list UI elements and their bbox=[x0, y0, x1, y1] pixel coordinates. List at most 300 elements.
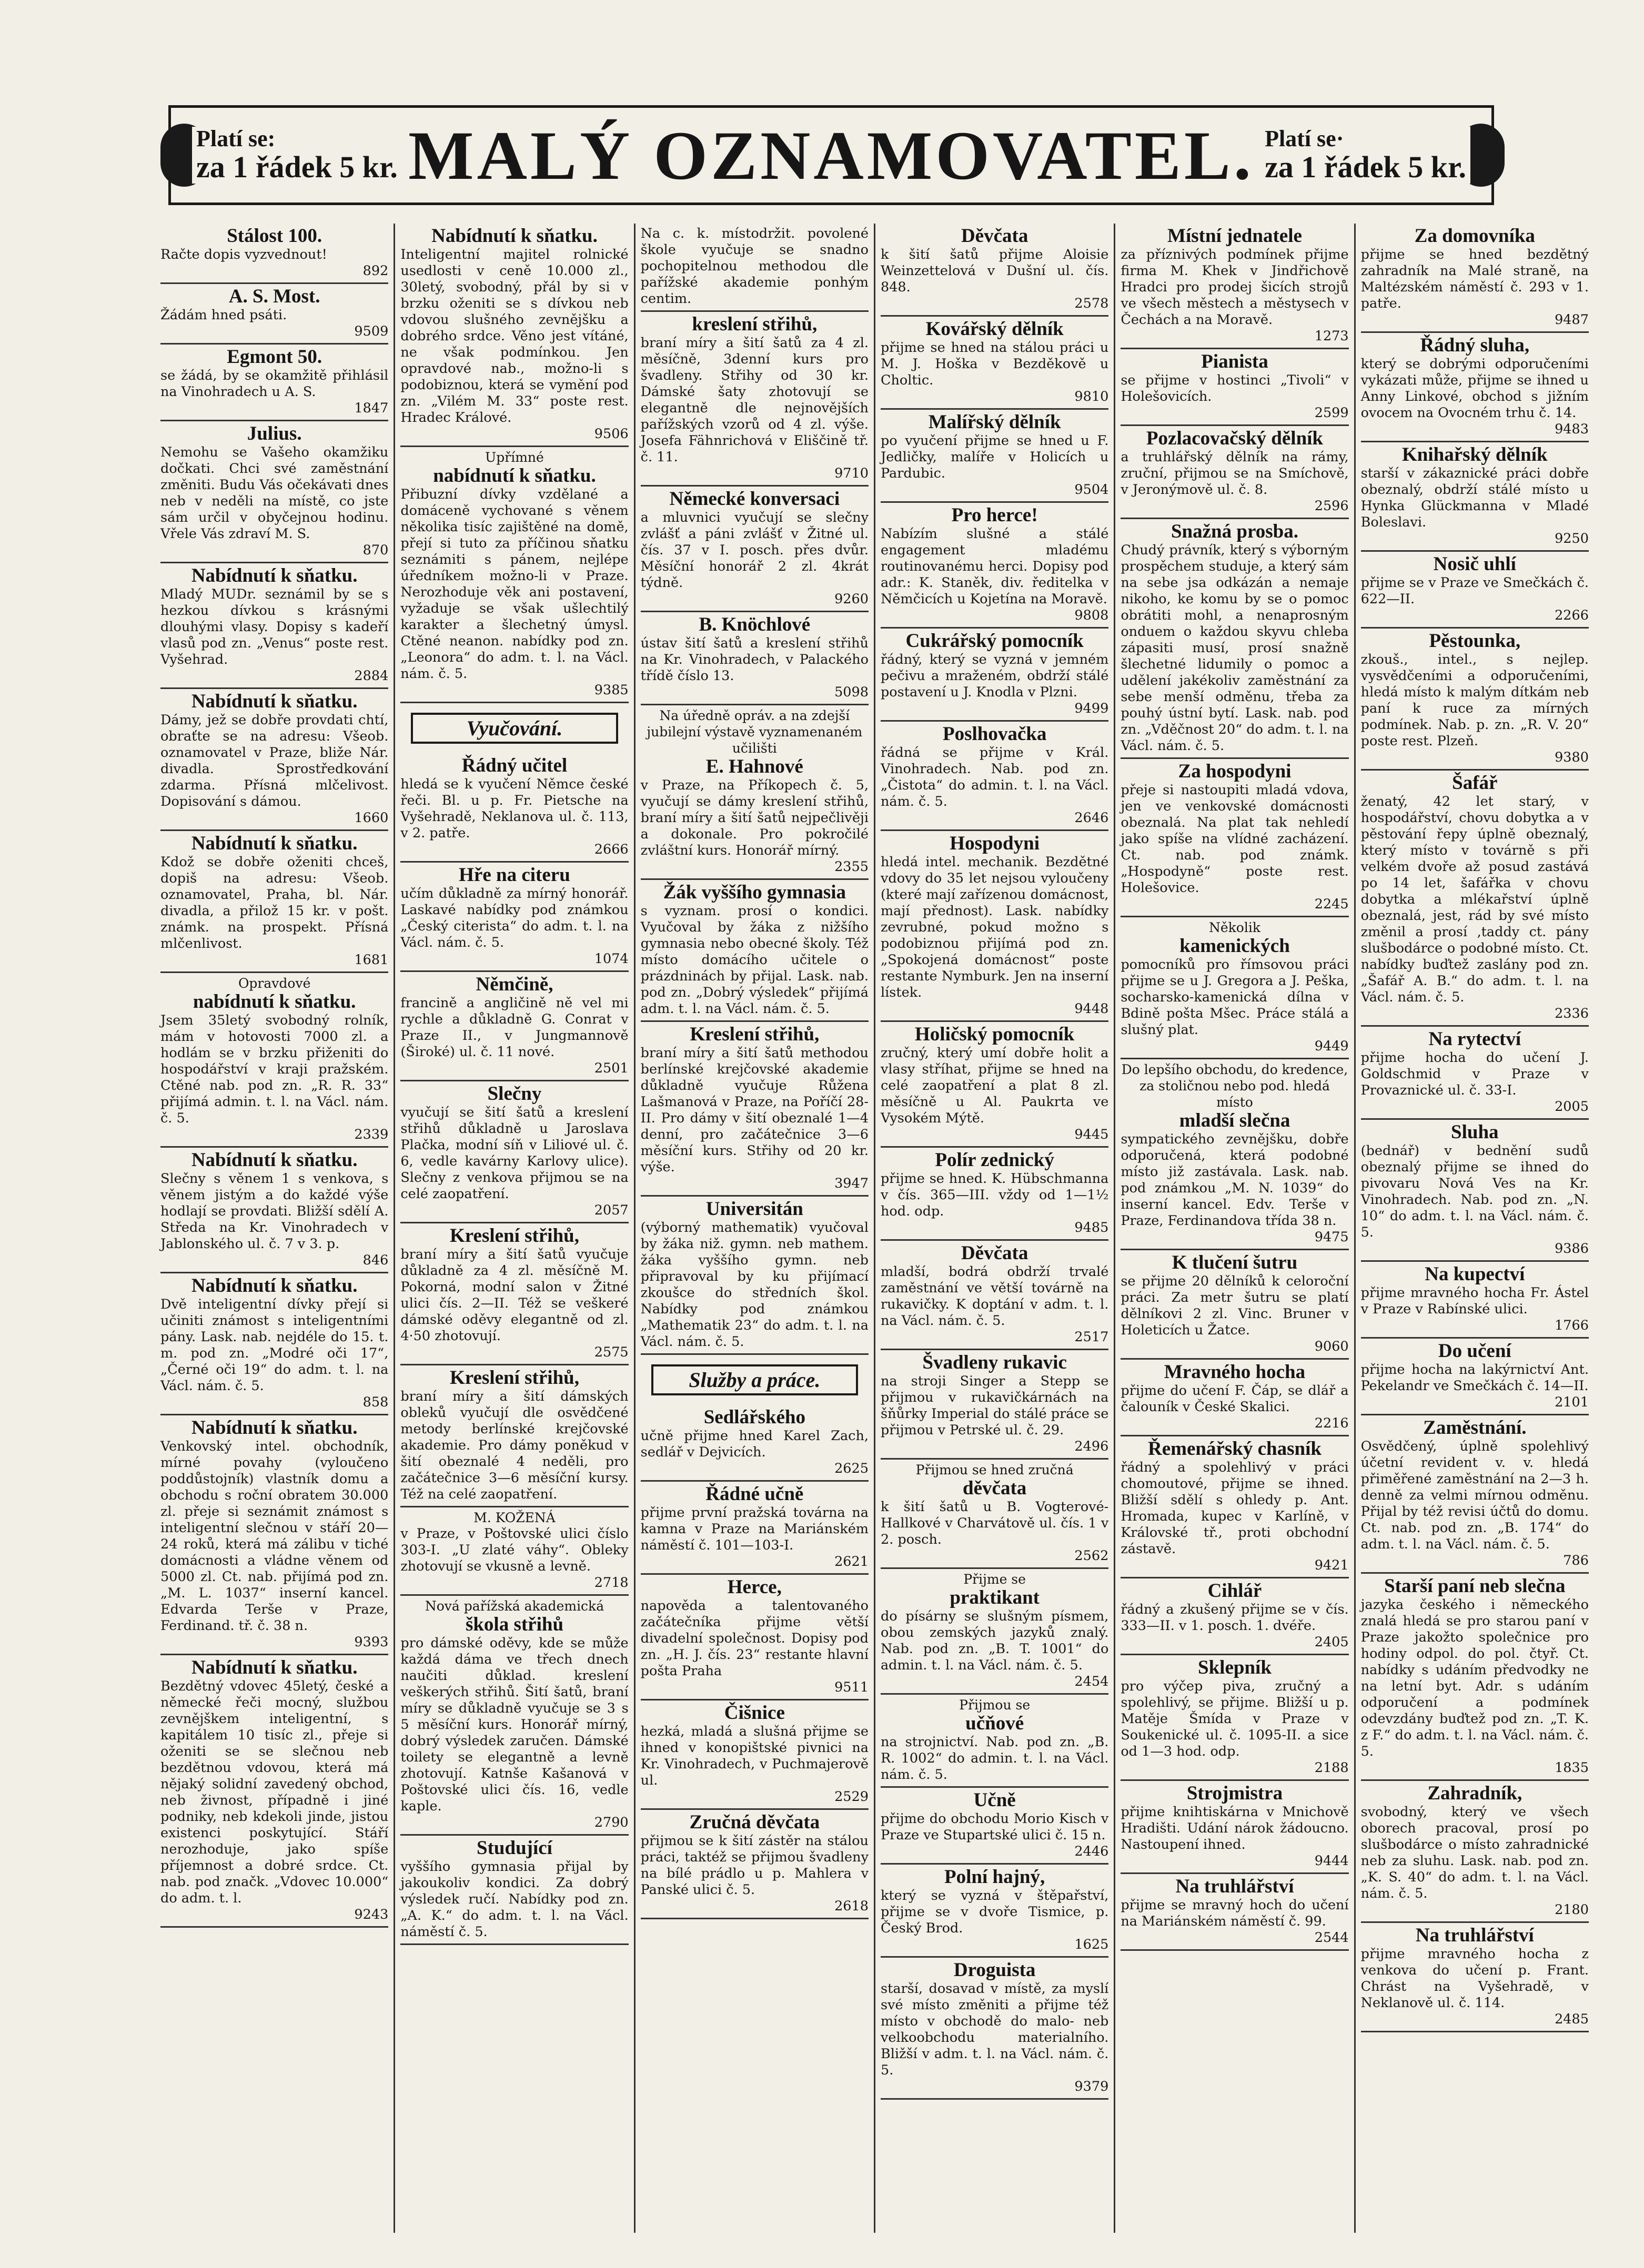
classified-ad bbox=[1121, 1874, 1348, 1951]
ad-text: pro dámské oděvy, kde se může každá dáma ve třech dnech naučiti důklad. kreslení veškerých střihů. Šití šatů, braní míry se důkladně vyučuje se 3 s 5 měsíční kurs. Honorář mírný, dobrý výsledek zaručen. Dámské toilety se elegantně a levně zhotovují. Katnše Kašanová v Poštovské ulici čís. 16, vedle kaple. bbox=[400, 1635, 629, 1814]
ad-number: 2718 bbox=[594, 1575, 629, 1591]
classified-ad bbox=[400, 1507, 628, 1596]
ad-number: 9710 bbox=[834, 465, 869, 481]
classified-ad bbox=[1121, 1781, 1348, 1874]
ad-number: 9485 bbox=[1074, 1220, 1109, 1236]
classified-ad bbox=[1121, 349, 1348, 426]
ad-number: 9385 bbox=[594, 682, 629, 698]
ad-text: přijme se hned. K. Hübschmanna v čís. 365—III. vždy od 1—1½ hod. odp. bbox=[880, 1171, 1109, 1219]
classified-ad bbox=[1361, 333, 1589, 442]
ad-number: 2405 bbox=[1314, 1634, 1349, 1650]
ad-number: 870 bbox=[362, 542, 389, 558]
classified-ad bbox=[881, 1958, 1108, 2100]
ad-number: 2578 bbox=[1074, 296, 1109, 311]
ad-text: přijme se mravný hoch do učení na Mariánském náměstí č. 99. bbox=[1121, 1897, 1349, 1929]
ad-intro: Upřímné bbox=[485, 450, 544, 465]
classified-ad bbox=[1361, 1781, 1589, 1923]
ad-headline: děvčata bbox=[963, 1477, 1027, 1499]
ad-number: 1835 bbox=[1555, 1760, 1589, 1776]
classified-ad bbox=[1121, 759, 1348, 917]
classified-ad bbox=[881, 1350, 1108, 1460]
ad-headline: Za hospodyni bbox=[1178, 761, 1292, 782]
classified-ad bbox=[881, 1148, 1108, 1241]
ad-text: v Praze, v Poštovské ulici číslo 303-I. „U zlaté váhy“. Obleky zhotovují se vkusně a levně. bbox=[400, 1526, 629, 1574]
ad-number: 1625 bbox=[1074, 1937, 1109, 1952]
ad-headline: Na rytectví bbox=[1428, 1028, 1521, 1050]
ad-headline: Cihlář bbox=[1207, 1580, 1262, 1602]
ad-number: 2355 bbox=[834, 859, 869, 875]
classified-ad bbox=[160, 1415, 388, 1655]
ad-intro: Opravdové bbox=[238, 976, 311, 991]
ad-headline: Na kupectví bbox=[1425, 1263, 1525, 1285]
classified-ad bbox=[1361, 1339, 1589, 1415]
classified-ad bbox=[400, 1365, 628, 1507]
ad-columns bbox=[155, 224, 1594, 2233]
ad-text: na strojnictví. Nab. pod zn. „B. R. 1002“ do admin. t. l. na Václ. nám. č. 5. bbox=[880, 1734, 1109, 1783]
classified-ad bbox=[1361, 629, 1589, 771]
ad-number: 9810 bbox=[1074, 389, 1109, 404]
ad-number: 9499 bbox=[1074, 701, 1109, 716]
ad-headline: Učně bbox=[973, 1789, 1016, 1811]
ad-headline: K tlučení šutru bbox=[1172, 1252, 1298, 1273]
column-6 bbox=[1356, 224, 1594, 2233]
classified-ad bbox=[400, 224, 628, 447]
ad-number: 2544 bbox=[1314, 1930, 1349, 1946]
ad-number: 2599 bbox=[1314, 405, 1349, 421]
classified-ad bbox=[1121, 519, 1348, 759]
ad-number: 9260 bbox=[834, 591, 869, 607]
ad-text: hezká, mladá a slušná přijme se ihned v konopištské pivnici na Kr. Vinohradech, v Puchmajerově ul. bbox=[640, 1724, 869, 1788]
ad-text: přijme do učení F. Čáp, se dlář a čalouník v České Skalici. bbox=[1121, 1383, 1349, 1415]
classified-ad bbox=[160, 345, 388, 421]
ad-headline: Nabídnutí k sňatku. bbox=[191, 1417, 358, 1439]
ad-headline: Sklepník bbox=[1198, 1657, 1272, 1678]
ad-number: 892 bbox=[362, 263, 389, 279]
ad-text: který se dobrými odporučeními vykázati může, přijme se ihned u Anny Linkové, obchod s jižním ovocem na Ovocném trhu č. 14. bbox=[1360, 356, 1589, 421]
ad-text: ženatý, 42 let starý, v hospodářství, chovu dobytka a v pěstování řepy úplně obeznalý, který místo v továrně s při velkém dvoře až posud zastává po 14 let, šafářka v chovu dobytka a mlékařství úplně obeznalá, jest, rád by své místo změnil a prosí ,taddy ct. pány slušbodárce o podobné místo. Ct. nabídky buďtež zaslány pod zn. „Šafář A. B.“ do adm. t. l. na Václ. nám. č. 5. bbox=[1360, 794, 1589, 1005]
ad-number: 9487 bbox=[1555, 312, 1589, 328]
ad-headline: Strojmistra bbox=[1186, 1783, 1283, 1804]
ad-headline: Starší paní neb slečna bbox=[1384, 1575, 1566, 1597]
ad-text: starší, dosavad v místě, za myslí své místo změniti a přijme též místo v obchodě do malo- neb velkoobchodu materialního. Bližší v adm. t. l. na Václ. nám. č. 5. bbox=[880, 1981, 1109, 2078]
column-5 bbox=[1115, 224, 1355, 2233]
ad-text: Jsem 35letý svobodný rolník, mám v hotovosti 7000 zl. a hodlám se v brzku přiženiti do hospodářství v kraji pražském. Ctěné nab. pod zn. „R. R. 33“ přijímá admin. t. l. na Václ. nám. č. 5. bbox=[160, 1012, 389, 1126]
classified-ad bbox=[641, 1810, 869, 1919]
classified-ad bbox=[881, 1695, 1108, 1788]
ad-headline: Kreslení střihů, bbox=[690, 1024, 820, 1045]
ad-number: 1847 bbox=[354, 400, 389, 416]
ad-number: 2336 bbox=[1555, 1006, 1589, 1021]
ad-text: Venkovský intel. obchodník, mírné povahy (vyloučeno poddůstojník) vlastník domu a obchodu s roční obratem 30.000 zl. přeje si seznámit známost s inteligentní slečnou v stáří 20—24 roků, která má zálibu v tiché domácnosti a vládne věnem od 5000 zl. Ct. nab. přijímá pod zn. „M. L. 1037“ inserní kancel. Edvarda Terše v Praze, Ferdinand. tř. č. 38 n. bbox=[160, 1439, 389, 1634]
classified-ad bbox=[160, 284, 388, 345]
ad-headline: Řádné učně bbox=[705, 1483, 804, 1505]
masthead bbox=[168, 105, 1494, 205]
ad-number: 2005 bbox=[1555, 1099, 1589, 1115]
ad-text: přijme se hned na stálou práci u M. J. Hoška v Bezděkově u Choltic. bbox=[880, 340, 1109, 388]
ad-number: 2485 bbox=[1555, 2011, 1589, 2027]
classified-ad bbox=[641, 1482, 869, 1575]
ad-headline: Mravného hocha bbox=[1164, 1361, 1306, 1383]
ad-number: 9504 bbox=[1074, 482, 1109, 498]
classified-ad bbox=[1121, 1059, 1348, 1250]
ad-number: 2575 bbox=[594, 1344, 629, 1360]
ad-text: Na c. k. místodržit. povolené škole vyučuje se snadno pochopitelnou methodou dle pařížské akademie ponhým centim. bbox=[640, 226, 869, 307]
ad-text: zručný, který umí dobře holit a vlasy stříhat, přijme se hned na celé zaopatření a plat 8 zl. měsíčně u Al. Paukrta ve Vysokém Mýtě. bbox=[880, 1045, 1109, 1126]
ad-text: braní míry a šití šatů methodou berlínské krejčovské akademie důkladně vyučuje Růžena Lašmanová v Praze, na Poříčí 28-II. Pro dámy v šití obeznalé 1—4 denní, pro začátečnice 3—6 měsíční kurs. Střihy od 20 kr. výše. bbox=[640, 1045, 869, 1175]
classified-ad bbox=[881, 629, 1108, 722]
ad-number: 2496 bbox=[1074, 1439, 1109, 1454]
classified-ad bbox=[881, 503, 1108, 629]
ad-text: Dámy, jež se dobře provdati chtí, obraťte se na adresu: Všeob. oznamovatel v Praze, bliže Nár. divadla. Sprostředkování zdarma. Přísná mlčelivost. Dopisování s dámou. bbox=[160, 712, 389, 809]
ad-number: 9445 bbox=[1074, 1127, 1109, 1142]
ad-number: 1074 bbox=[594, 951, 629, 967]
ad-number: 9379 bbox=[1074, 2079, 1109, 2094]
ad-number: 2454 bbox=[1074, 1674, 1109, 1689]
ad-number: 846 bbox=[362, 1252, 389, 1268]
classified-ad bbox=[160, 973, 388, 1148]
ad-text: zkouš., intel., s nejlep. vysvědčeními a odporučeními, hledá místo k malým dítkám neb paní k ruce za mírných podmínek. Nab. p. zn. „R. V. 20“ poste rest. Plzeň. bbox=[1360, 652, 1589, 749]
ad-text: jazyka českého i německého znalá hledá se pro starou paní v Praze jakožto společnice pro hodiny odpol. do pol. čtyř. Ct. nabídky s udáním předvodky ne na letní byt. Adr. s udáním odporučení a podmínek odevzdány buďtež pod zn. „T. K. z F.“ do adm. t. l. na Václ. nám. č. 5. bbox=[1360, 1597, 1589, 1759]
ad-number: 2790 bbox=[594, 1815, 629, 1830]
classified-ad bbox=[160, 831, 388, 973]
ad-headline: Poslhovačka bbox=[942, 723, 1047, 745]
ad-headline: Žák vyššího gymnasia bbox=[663, 882, 846, 903]
ad-headline: učňové bbox=[965, 1713, 1024, 1734]
ad-number: 9386 bbox=[1555, 1241, 1589, 1257]
ad-number: 1766 bbox=[1555, 1318, 1589, 1333]
ad-headline: Do učení bbox=[1438, 1340, 1511, 1362]
ad-text: se přijme 20 dělníků k celoroční práci. Za metr šutru se platí dělníkovi 2 zl. Vinc. Bruner v Holeticích u Žatce. bbox=[1121, 1273, 1349, 1338]
classified-ad bbox=[1121, 1436, 1348, 1578]
ad-text: mladší, bodrá obdrží trvalé zaměstnání ve větší továrně na rukavičky. K doptání v adm. t. l. na Václ. nám. č. 5. bbox=[880, 1264, 1109, 1329]
ad-headline: Pianista bbox=[1201, 351, 1268, 372]
ad-number: 2057 bbox=[594, 1202, 629, 1218]
ad-headline: Děvčata bbox=[961, 1242, 1028, 1264]
ad-text: Inteligentní majitel rolnické usedlosti v ceně 10.000 zl., 30letý, svobodný, přál by si v brzku oženiti se s dívkou neb vdovou slušného zevnějšku a dobrého srdce. Věno jest vítáné, ne však podmínkou. Jen opravdové nab., možno-li s podobiznou, která se vymění pod zn. „Vilém M. 33“ poste rest. Hradec Králové. bbox=[400, 247, 629, 426]
ad-text: hledá se k vyučení Němce české řeči. Bl. u p. Fr. Pietsche na Vyšehradě, Neklanova ul. č. 113, v 2. patře. bbox=[400, 776, 629, 841]
ad-headline: Pěstounka, bbox=[1429, 630, 1521, 652]
ad-number: 9506 bbox=[594, 426, 629, 442]
classified-ad bbox=[400, 863, 628, 972]
ad-number: 9509 bbox=[354, 323, 389, 339]
classified-ad bbox=[881, 1022, 1108, 1148]
ad-intro: M. KOŽENÁ bbox=[473, 1510, 556, 1525]
ad-headline: Nabídnutí k sňatku. bbox=[191, 1149, 358, 1171]
ad-headline: Kovářský dělník bbox=[925, 318, 1064, 340]
classified-ad bbox=[400, 1596, 628, 1836]
classified-ad bbox=[881, 831, 1108, 1022]
ad-text: sympatického zevnějšku, dobře odporučená, která podobné místo již zastávala. Lask. nab. pod známkou „M. N. 1039“ do inserní kancel. Edv. Terše v Praze, Ferdinandova třída 38 n. bbox=[1121, 1131, 1349, 1229]
ad-text: přijme hocha na lakýrnictví Ant. Pekelandr ve Smečkách č. 14—II. bbox=[1360, 1362, 1589, 1394]
ad-number: 2446 bbox=[1074, 1844, 1109, 1859]
ad-text: řádná se přijme v Král. Vinohradech. Nab. pod zn. „Čistota“ do admin. t. l. na Václ. nám. č. 5. bbox=[880, 745, 1109, 809]
ad-headline: Řemenářský chasník bbox=[1148, 1438, 1322, 1460]
classified-ad bbox=[881, 722, 1108, 831]
ad-number: 2529 bbox=[834, 1789, 869, 1805]
ad-number: 2621 bbox=[834, 1554, 869, 1570]
ad-headline: Řádný učitel bbox=[461, 755, 568, 776]
ad-number: 5098 bbox=[834, 684, 869, 700]
ad-number: 3947 bbox=[834, 1176, 869, 1191]
classified-ad bbox=[881, 1865, 1108, 1958]
classified-ad bbox=[1361, 1262, 1589, 1339]
ad-headline: kamenických bbox=[1179, 935, 1290, 957]
ad-headline: Na truhlářství bbox=[1415, 1925, 1534, 1946]
ad-text: Chudý právník, který s výborným prospěchem studuje, a který sám na sebe jsa odkázán a nemaje nikoho, ke komu by se o pomoc obrátiti mohl, a nenaprosným onduem o každou skyvu chleba zápasiti musí, prosí snažně šlechetné lidumily o pomoc a udělení jakékoliv zaměstnání za sebe menší odměnu, třeba za pouhý ústní bytí. Lask. nab. pod zn. „Vděčnost 20“ do adm. t. l. na Václ. nám. č. 5. bbox=[1121, 542, 1349, 754]
ad-headline: Slečny bbox=[487, 1083, 542, 1105]
column-1 bbox=[155, 224, 395, 2233]
ad-text: (bednář) v bednění sudů obeznalý přijme se ihned do pivovaru Nová Ves na Kr. Vinohradech. Nab. pod zn. „N. 10“ do adm. t. l. na Václ. nám. č. 5. bbox=[1360, 1143, 1589, 1240]
ad-number: 2188 bbox=[1314, 1760, 1349, 1776]
ad-text: Nemohu se Vašeho okamžiku dočkati. Chci své zaměstnání změniti. Budu Vás očekávati dnes neb v neděli na místě, co jste sám určil v obyčejnou hodinu. Vřele Vás zdraví M. S. bbox=[160, 444, 389, 542]
ad-number: 2596 bbox=[1314, 498, 1349, 514]
ad-text: vyučují se šití šatů a kreslení střihů důkladně u Jaroslava Plačka, modní síň v Liliové ul. č. 6, vedle kavárny Karlovy ulice). Slečny z venkova přijmou se na celé zaopatření. bbox=[400, 1105, 629, 1202]
ad-text: přijme se v Praze ve Smečkách č. 622—II. bbox=[1360, 575, 1589, 607]
ad-headline: Za domovníka bbox=[1414, 225, 1535, 247]
ad-headline: nabídnutí k sňatku. bbox=[433, 465, 596, 487]
classified-ad bbox=[641, 312, 869, 487]
ad-headline: Čišnice bbox=[724, 1702, 785, 1724]
classified-ad bbox=[1361, 1574, 1589, 1781]
ad-number: 9380 bbox=[1555, 750, 1589, 765]
ad-text: svobodný, který ve všech oborech pracoval, prosí po slušbodárce o místo zahradnické neb za sluhu. Lask. nab. pod zn. „K. S. 40“ do adm. t. l. na Václ. nám. č. 5. bbox=[1360, 1804, 1589, 1901]
ad-intro: Přijmou se hned zručná bbox=[915, 1462, 1074, 1477]
ad-text: a mluvnici vyučují se slečny zvlášť a páni zvlášť v Žitné ul. čís. 37 v I. posch. přes dvůr. Měsíční honorář 2 zl. 4krát týdně. bbox=[640, 510, 869, 591]
ad-text: a truhlářský dělník na rámy, zruční, přijmou se na Smíchově, v Jeronýmově ul. č. 8. bbox=[1121, 449, 1349, 498]
classified-ad bbox=[160, 1273, 388, 1415]
ad-text: přijme do obchodu Morio Kisch v Praze ve Stupartské ulici č. 15 n. bbox=[880, 1811, 1109, 1843]
ad-intro: Na úředně opráv. a na zdejší jubilejní výstavě vyznamenaném učilišti bbox=[647, 708, 863, 756]
classified-ad bbox=[1361, 552, 1589, 629]
classified-ad bbox=[1361, 1415, 1589, 1574]
ad-headline: Nabídnutí k sňatku. bbox=[191, 691, 358, 712]
ad-headline: Hospodyni bbox=[950, 833, 1040, 854]
classified-ad bbox=[1121, 1250, 1348, 1360]
section-heading: Vyučování. bbox=[411, 713, 618, 744]
classified-ad bbox=[641, 880, 869, 1022]
ad-headline: E. Hahnové bbox=[705, 756, 803, 777]
ad-text: přijmou se k šití zástěr na stálou práci, taktéž se přijmou švadleny na bílé prádlo u p. Mahlera v Panské ulici č. 5. bbox=[640, 1833, 869, 1898]
ad-text: přijme knihtiskárna v Mnichově Hradišti. Udání nárok žádoucno. Nastoupení ihned. bbox=[1121, 1804, 1349, 1852]
ad-headline: Nabídnutí k sňatku. bbox=[191, 1657, 358, 1678]
ad-intro: Nová pařížská akademická bbox=[425, 1598, 604, 1614]
ad-number: 2618 bbox=[834, 1898, 869, 1914]
ad-number: 9421 bbox=[1314, 1557, 1349, 1573]
classified-ad bbox=[1121, 224, 1348, 349]
ad-number: 9250 bbox=[1555, 531, 1589, 546]
ad-headline: praktikant bbox=[950, 1587, 1040, 1608]
ad-number: 2884 bbox=[354, 668, 389, 684]
ad-number: 1681 bbox=[354, 952, 389, 968]
classified-ad bbox=[881, 224, 1108, 317]
rate-right bbox=[1260, 127, 1470, 183]
classified-ad bbox=[881, 410, 1108, 503]
ad-text: vyššího gymnasia přijal by jakoukoliv kondici. Za dobrý výsledek ručí. Nabídky pod zn. „A. K.“ do adm. t. l. na Václ. náměstí č. 5. bbox=[400, 1859, 629, 1940]
classified-ad bbox=[641, 487, 869, 612]
ad-text: Dvě inteligentní dívky přejí si učiniti známost s inteligentními pány. Lask. nab. nejdéle do 15. t. m. pod zn. „Modré oči 17“, „Černé oči 19“ do adm. t. l. na Václ. nám. č. 5. bbox=[160, 1297, 389, 1394]
classified-ad bbox=[881, 317, 1108, 410]
ad-headline: Na truhlářství bbox=[1175, 1876, 1294, 1897]
ad-text: přijme hocha do učení J. Goldschmid v Praze v Provaznické ul. č. 33-I. bbox=[1360, 1050, 1589, 1098]
ad-headline: Hře na citeru bbox=[459, 864, 570, 886]
ad-number: 9511 bbox=[834, 1679, 869, 1695]
ad-headline: Studující bbox=[477, 1837, 552, 1859]
rate-left-line1: Platí se: bbox=[196, 126, 276, 152]
column-4 bbox=[875, 224, 1115, 2233]
classified-ad bbox=[881, 1788, 1108, 1865]
ad-headline: Nabídnutí k sňatku. bbox=[191, 1275, 358, 1297]
ad-text: řádný, který se vyzná v jemném pečivu a mraženém, obdrží stálé postavení u J. Knodla v Plzni. bbox=[880, 652, 1109, 700]
classified-ad bbox=[400, 972, 628, 1081]
classified-ad bbox=[400, 1081, 628, 1223]
classified-ad bbox=[400, 753, 628, 863]
ad-number: 9393 bbox=[354, 1634, 389, 1650]
ad-number: 9808 bbox=[1074, 608, 1109, 623]
ad-number: 9475 bbox=[1314, 1229, 1349, 1245]
ad-number: 858 bbox=[362, 1394, 389, 1410]
ad-headline: Polír zednický bbox=[935, 1149, 1054, 1171]
ad-intro: Přijmou se bbox=[959, 1697, 1031, 1713]
rate-left bbox=[192, 127, 402, 183]
classified-ad bbox=[881, 1569, 1108, 1695]
ad-headline: Zaměstnání. bbox=[1423, 1417, 1527, 1439]
ad-headline: Herce, bbox=[727, 1576, 782, 1598]
ad-headline: Nabídnutí k sňatku. bbox=[191, 565, 358, 586]
ad-headline: Německé konversaci bbox=[669, 488, 840, 510]
rate-right-line1: Platí se· bbox=[1265, 126, 1344, 152]
classified-ad bbox=[641, 1197, 869, 1355]
ad-text: Nabízím slušné a stálé engagement mladému routinovanému herci. Dopisy pod adr.: K. Staněk, div. ředitelka v Němčicích u Kojetína na Moravě. bbox=[880, 526, 1109, 607]
classified-ad bbox=[641, 705, 869, 880]
classified-ad bbox=[641, 1022, 869, 1197]
ad-headline: Snažná prosba. bbox=[1171, 521, 1298, 542]
classified-ad bbox=[400, 447, 628, 703]
page-title: MALÝ OZNAMOVATEL. bbox=[408, 116, 1254, 194]
ad-text: do písárny se slušným písmem, obou zemských jazyků znalý. Nab. pod zn. „B. T. 1001“ do admin. t. l. na Václ. nám. č. 5. bbox=[880, 1608, 1109, 1673]
classified-ad bbox=[881, 1241, 1108, 1350]
ad-text: Osvědčený, úplně spolehlivý účetní revident v. v. hledá přiměřené zaměstnání na 2—3 h. denně za velmi mírnou odměnu. Přijal by též revisi účtů do domu. Ct. nab. pod zn. „B. 174“ do adm. t. l. na Václ. nám. č. 5. bbox=[1360, 1439, 1589, 1552]
ad-intro: Do lepšího obchodu, do kredence, za stoličnou nebo pod. hledá místo bbox=[1121, 1062, 1348, 1110]
ad-text: (výborný mathematik) vyučoval by žáka niž. gymn. neb mathem. žáka vyššího gymn. neb připravoval by ku přijímací zkoušce do středních škol. Nabídky pod známkou „Mathematik 23“ do adm. t. l. na Václ. nám. č. 5. bbox=[640, 1220, 869, 1350]
ad-headline: Universitán bbox=[705, 1198, 803, 1220]
ad-text: braní míry a šití šatů za 4 zl. měsíčně, 3denní kurs pro švadleny. Střihy od 30 kr. Dámské šaty zhotovují se elegantně dle nejnovějších pařížských vzorů od 4 zl. výše. Josefa Fähnrichová v Eliščině tř. č. 11. bbox=[640, 335, 869, 465]
ad-text: braní míry a šití šatů vyučuje důkladně za 4 zl. měsíčně M. Pokorná, modní salon v Žitné ulici čís. 2—II. Též se veškeré dámské oděvy elegantně od zl. 4·50 zhotovují. bbox=[400, 1247, 629, 1344]
ad-number: 9243 bbox=[354, 1907, 389, 1922]
ad-headline: kreslení střihů, bbox=[692, 313, 818, 335]
section-heading: Služby a práce. bbox=[651, 1364, 858, 1395]
ad-headline: nabídnutí k sňatku. bbox=[193, 991, 356, 1012]
classified-ad bbox=[160, 689, 388, 831]
ad-number: 2245 bbox=[1314, 896, 1349, 912]
ad-text: se přijme v hostinci „Tivoli“ v Holešovicích. bbox=[1121, 372, 1349, 404]
rate-right-line2: za 1 řádek 5 kr. bbox=[1265, 149, 1466, 184]
column-3 bbox=[636, 224, 875, 2233]
ad-text: Bezdětný vdovec 45letý, české a německé řeči mocný, službou zevnějškem inteligentní, s kapitálem 10 tisíc zl., přeje si oženiti se se slečnou neb bezdětnou vdovou, která má nějaký solidní zavedený obchod, neb živnost, případně i jiné podniky, neb kdekoli jinde, jistou existenci poskytující. Stáří nerozhoduje, jako spíše příjemnost a dobré srdce. Ct. nab. pod značk. „Vdovec 10.000“ do adm. t. l. bbox=[160, 1678, 389, 1906]
ad-text: k šití šatů u B. Vogterové-Hallkové v Charvátově ul. čís. 1 v 2. posch. bbox=[880, 1499, 1109, 1547]
ad-intro: Přijme se bbox=[963, 1572, 1026, 1587]
ad-text: Kdož se dobře oženiti chceš, dopiš na adresu: Všeob. oznamovatel, Praha, bl. Nár. divadla, a přilož 15 kr. v pošt. známk. na prospekt. Přísná mlčenlivost. bbox=[160, 854, 389, 951]
ad-headline: Julius. bbox=[247, 423, 302, 444]
classified-ad bbox=[400, 1223, 628, 1365]
ad-text: k šití šatů přijme Aloisie Weinzettelová v Dušní ul. čís. 848. bbox=[880, 247, 1109, 295]
ad-headline: A. S. Most. bbox=[228, 286, 320, 307]
ad-text: přijme první pražská továrna na kamna v Praze na Mariánském náměstí č. 101—103-I. bbox=[640, 1505, 869, 1553]
ad-text: přijme se hned bezdětný zahradník na Malé straně, na Maltézském náměstí č. 293 v 1. patře. bbox=[1360, 247, 1589, 311]
classified-ad bbox=[160, 1655, 388, 1928]
ad-text: na stroji Singer a Stepp se přijmou v rukavičkárnách na šňůrky Imperial do stálé práce se přijmou v Petrské ul. č. 29. bbox=[880, 1373, 1109, 1438]
ad-headline: Egmont 50. bbox=[227, 346, 322, 368]
ad-text: Slečny s věnem 1 s venkova, s věnem jistým a do každé výše hodlají se provdati. Bližší sdělí A. Středa na Kr. Vinohradech v Jablonského ul. č. 7 v 3. p. bbox=[160, 1171, 389, 1252]
ad-number: 9483 bbox=[1555, 421, 1589, 437]
ad-text: braní míry a šití dámských obleků vyučují dle osvědčené metody berlínské krejčovské akademie. Pro dámy poněkud v šití obeznalé 4 neděli, pro začátečnice 3—6 měsíční kursy. Též na celé zaopatření. bbox=[400, 1389, 629, 1502]
ad-text: přeje si nastoupiti mladá vdova, jen ve venkovské domácnosti obeznalá. Na plat tak nehledí jako spíše na vlídné zacházení. Ct. nab. pod známk. „Hospodyně“ poste rest. Holešovice. bbox=[1121, 782, 1349, 896]
ad-headline: Droguista bbox=[953, 1959, 1036, 1981]
ad-number: 2625 bbox=[834, 1461, 869, 1476]
ad-headline: škola střihů bbox=[465, 1614, 564, 1635]
ad-headline: Nabídnutí k sňatku. bbox=[191, 833, 358, 854]
ad-headline: mladší slečna bbox=[1179, 1110, 1290, 1131]
ad-headline: Místní jednatele bbox=[1167, 225, 1302, 247]
ad-number: 2216 bbox=[1314, 1415, 1349, 1431]
ad-headline: Malířský dělník bbox=[928, 411, 1061, 433]
ad-headline: Sluha bbox=[1451, 1121, 1499, 1143]
ad-headline: Holičský pomocník bbox=[915, 1024, 1075, 1045]
ad-headline: Kreslení střihů, bbox=[449, 1367, 579, 1389]
classified-ad bbox=[1121, 426, 1348, 519]
ad-headline: Nosič uhlí bbox=[1433, 553, 1516, 575]
ad-headline: Šafář bbox=[1452, 772, 1498, 794]
ad-number: 9444 bbox=[1314, 1853, 1349, 1869]
ad-number: 2339 bbox=[354, 1127, 389, 1142]
classified-ad bbox=[641, 1575, 869, 1700]
ad-headline: Švadleny rukavic bbox=[922, 1352, 1067, 1373]
ad-text: za příznivých podmínek přijme firma M. Khek v Jindřichově Hradci pro prodej šicích strojů ve všech městech a městysech v Čechách a na Moravě. bbox=[1121, 247, 1349, 328]
classified-ad bbox=[641, 612, 869, 705]
ad-text: který se vyzná v štěpařství, přijme se v dvoře Tismice, p. Český Brod. bbox=[880, 1888, 1109, 1936]
classified-ad bbox=[1361, 1027, 1589, 1120]
classified-ad bbox=[1121, 1360, 1348, 1436]
classified-ad bbox=[1361, 1120, 1589, 1262]
ad-text: po vyučení přijme se hned u F. Jedličky, malíře v Holicích u Pardubic. bbox=[880, 433, 1109, 481]
ad-text: řádný a zkušený přijme se v čís. 333—II. v 1. posch. 1. dvéře. bbox=[1121, 1602, 1349, 1634]
ad-headline: B. Knöchlové bbox=[699, 614, 811, 635]
classified-ad bbox=[400, 1836, 628, 1945]
ad-headline: Kreslení střihů, bbox=[449, 1225, 579, 1247]
classified-ad bbox=[1121, 1655, 1348, 1781]
ad-text: s vyznam. prosí o kondici. Vyučoval by žáka z nižšího gymnasia nebo obecné školy. Též místo domácího učitele o prázdninách by přijal. Lask. nab. pod zn. „Dobrý výsledek“ přijímá adm. t. l. na Václ. nám. č. 5. bbox=[640, 903, 869, 1017]
ad-headline: Sedlářského bbox=[703, 1406, 805, 1428]
classified-ad bbox=[160, 1148, 388, 1273]
ad-text: v Praze, na Příkopech č. 5, vyučují se dámy kreslení střihů, braní míry a šití šatů nejpečlivěji a dokonale. Pro pokročilé zvláštní kurs. Honorář mírný. bbox=[640, 777, 869, 858]
ad-text: přijme mravného hocha z venkova do učení p. Frant. Chrást na Vyšehradě, v Neklanově ul. č. 114. bbox=[1360, 1946, 1589, 2011]
ad-headline: Děvčata bbox=[961, 225, 1028, 247]
ad-number: 786 bbox=[1563, 1553, 1589, 1568]
ad-number: 2101 bbox=[1555, 1394, 1589, 1410]
classified-ad bbox=[1361, 442, 1589, 552]
ad-text: pro výčep piva, zručný a spolehlivý, se přijme. Bližší u p. Matěje Šmída v Praze v Soukenické ul. č. 1095-II. a sice od 1—3 hod. odp. bbox=[1121, 1678, 1349, 1759]
ad-number: 2501 bbox=[594, 1060, 629, 1076]
ad-text: Přibuzní dívky vzdělané a domáceně vychované s věnem několika tisíc zajištěné na domě, přejí si tuto za příčinou sňatku seznámiti s pánem, nejlépe úředníkem možno-li v Praze. Nerozhoduje věk ani postavení, vyžaduje se však ušlechtilý karakter a šlechetný úmysl. Ctěné neanon. nabídky pod zn. „Leonora“ do adm. t. l. na Václ. nám. č. 5. bbox=[400, 487, 629, 682]
ad-number: 1660 bbox=[354, 810, 389, 826]
ad-text: Mladý MUDr. seznámil by se s hezkou dívkou s krásnými dlouhými vlasy. Dopisy s kadeří vlasů pod zn. „Venus“ poste rest. Vyšehrad. bbox=[160, 586, 389, 667]
ad-headline: Stálost 100. bbox=[227, 225, 322, 247]
classified-ad bbox=[160, 563, 388, 689]
classified-ad bbox=[641, 224, 869, 312]
ad-text: ústav šití šatů a kreslení střihů na Kr. Vinohradech, v Palackého třídě číslo 13. bbox=[640, 635, 869, 684]
ad-headline: Řádný sluha, bbox=[1420, 335, 1530, 356]
ad-headline: Zahradník, bbox=[1427, 1783, 1522, 1804]
ad-headline: Pozlacovačský dělník bbox=[1146, 428, 1324, 449]
